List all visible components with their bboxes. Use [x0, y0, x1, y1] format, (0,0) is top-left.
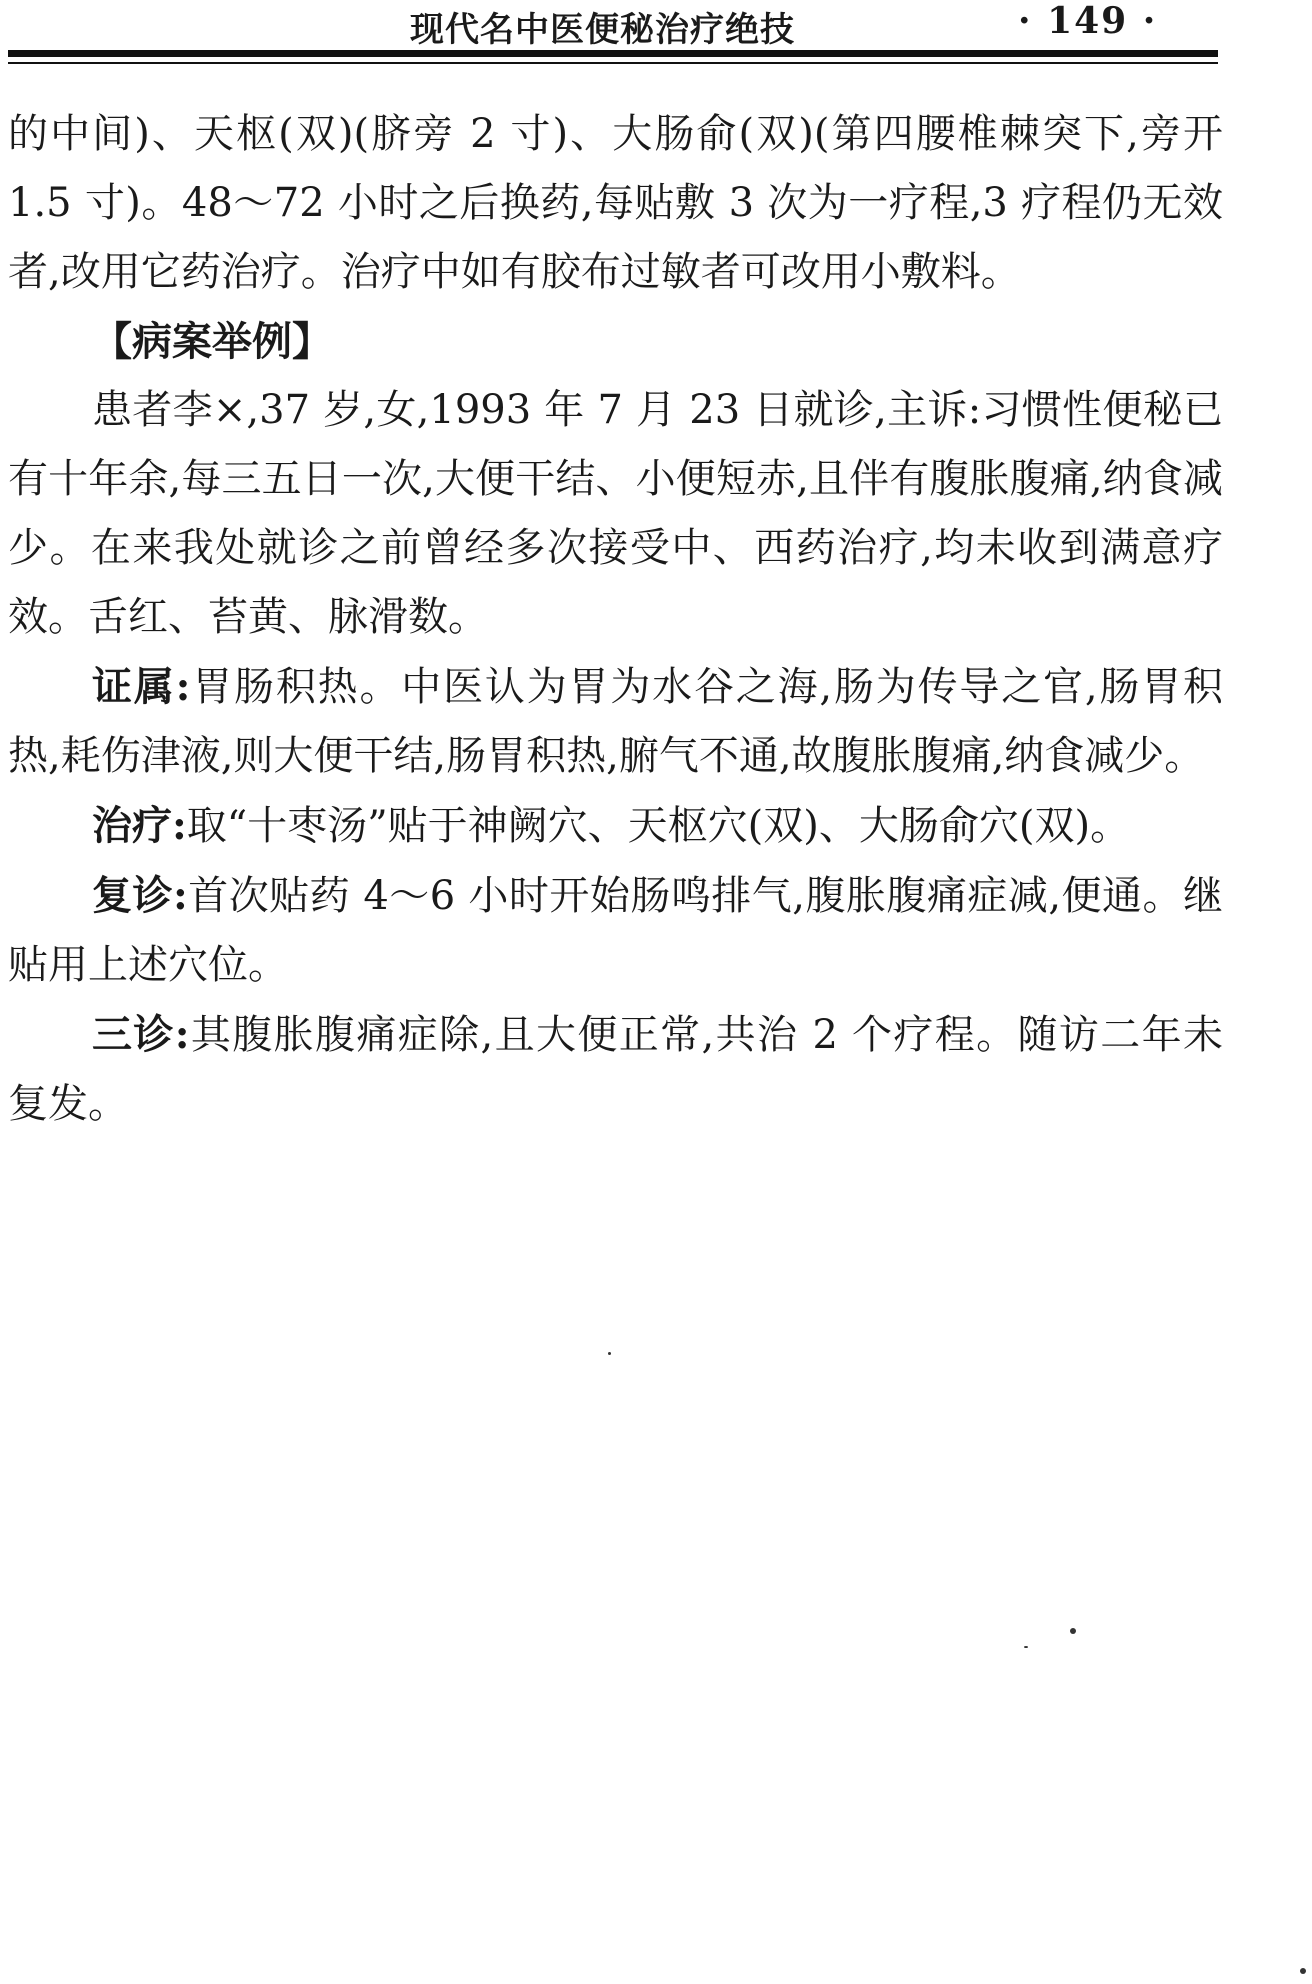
running-head [8, 0, 1218, 50]
text-treatment: 取“十枣汤”贴于神阙穴、天枢穴(双)、大肠俞穴(双)。 [186, 803, 1131, 849]
body-text [8, 100, 1223, 1139]
page-number: · 149 · [1018, 0, 1158, 42]
scan-speck [1070, 1628, 1076, 1634]
paragraph-continuation: 的中间)、天枢(双)(脐旁 2 寸)、大肠俞(双)(第四腰椎棘突下,旁开 1.5 寸)。48～72 小时之后换药,每贴敷 3 次为一疗程,3 疗程仍无效者,改用它药治疗。治疗中如有胶布过敏者可改用小敷料。 [8, 111, 1223, 295]
section-heading-case-example: 【病案举例】 [92, 318, 332, 365]
label-treatment: 治疗: [92, 802, 187, 849]
scan-speck [1024, 1646, 1028, 1648]
header-rule-thick [8, 50, 1218, 57]
paragraph-treatment [8, 791, 1223, 861]
label-follow-up: 复诊: [92, 872, 188, 919]
label-diagnosis: 证属: [92, 663, 191, 710]
text-third-visit: 其腹胀腹痛症除,且大便正常,共治 2 个疗程。随访二年未复发。 [8, 1012, 1224, 1127]
scan-speck [608, 1352, 611, 1355]
running-head-title: 现代名中医便秘治疗绝技 [410, 10, 795, 50]
paragraph-case-history: 患者李×,37 岁,女,1993 年 7 月 23 日就诊,主诉:习惯性便秘已有十年余,每三五日一次,大便干结、小便短赤,且伴有腹胀腹痛,纳食减少。在来我处就诊之前曾经多次接受中、西药治疗,均未收到满意疗效。舌红、苔黄、脉滑数。 [8, 387, 1223, 640]
paragraph-follow-up [8, 861, 1223, 1000]
paragraph-diagnosis [8, 652, 1223, 791]
scan-speck [1300, 1968, 1306, 1974]
label-third-visit: 三诊: [92, 1011, 190, 1058]
paragraph-third-visit [8, 1000, 1223, 1139]
text-follow-up: 首次贴药 4～6 小时开始肠鸣排气,腹胀腹痛症减,便通。继贴用上述穴位。 [8, 873, 1223, 988]
header-rule-thin [8, 62, 1218, 64]
text-diagnosis: 胃肠积热。中医认为胃为水谷之海,肠为传导之官,肠胃积热,耗伤津液,则大便干结,肠胃积热,腑气不通,故腹胀腹痛,纳食减少。 [8, 664, 1224, 779]
